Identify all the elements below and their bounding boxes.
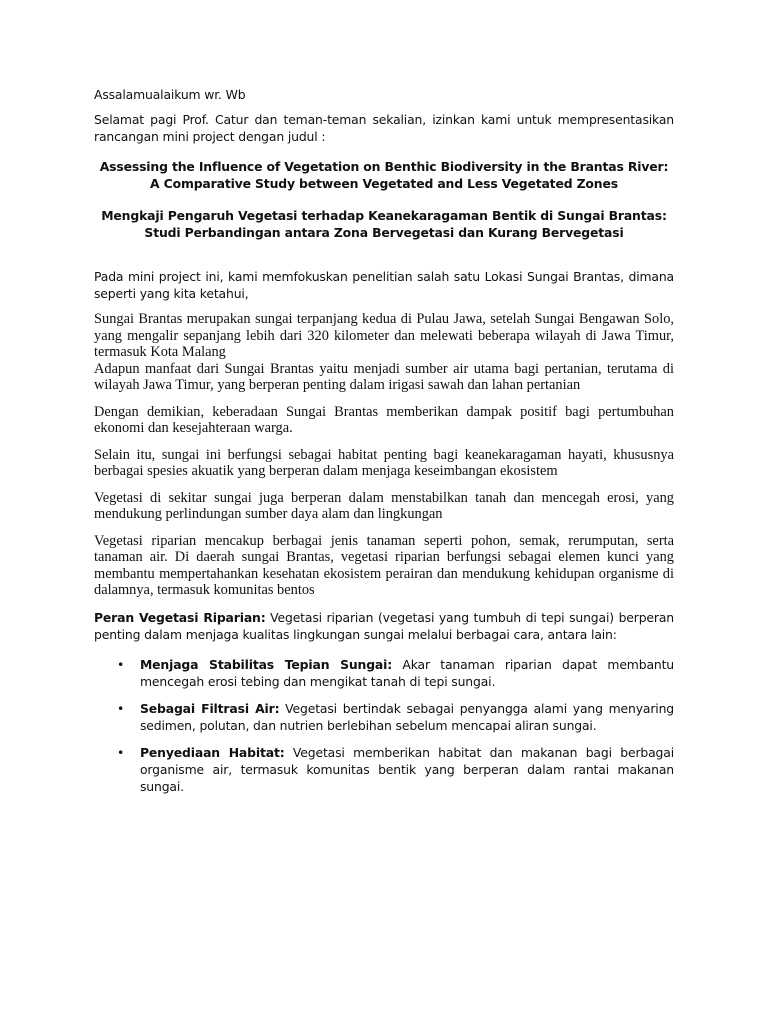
riparian-role-text: Vegetasi riparian (vegetasi yang tumbuh di tepi sungai) berperan penting dalam menjaga kualitas lingkungan sungai melalui berbagai cara, antara lain: — [94, 609, 674, 642]
list-item-title: Penyediaan Habitat: — [140, 744, 285, 760]
list-item — [94, 700, 674, 734]
greeting: Assalamualaikum wr. Wb — [94, 87, 246, 102]
list-item — [94, 656, 674, 690]
list-item-text: Vegetasi bertindak sebagai penyangga alami yang menyaring sedimen, polutan, dan nutrien berlebihan sebelum mencapai aliran sungai. — [140, 700, 674, 733]
habitat-paragraph: Selain itu, sungai ini berfungsi sebagai habitat penting bagi keanekaragaman hayati, khususnya berbagai spesies akuatik yang berperan dalam menjaga keseimbangan ekosistem — [94, 446, 674, 479]
brantas-benefit-paragraph: Adapun manfaat dari Sungai Brantas yaitu menjadi sumber air utama bagi pertanian, terutama di wilayah Jawa Timur, yang berperan penting dalam irigasi sawah dan lahan pertanian — [94, 360, 674, 393]
list-item — [94, 744, 674, 795]
riparian-paragraph: Vegetasi riparian mencakup berbagai jenis tanaman seperti pohon, semak, rerumputan, serta tanaman air. Di daerah sungai Brantas, vegetasi riparian berfungsi sebagai elemen kunci yang membantu mempertahankan kesehatan ekosistem perairan dan mendukung kehidupan organisme di dalamnya, termasuk komunitas bentos — [94, 532, 674, 598]
title-indonesian — [94, 207, 674, 241]
vegetation-paragraph: Vegetasi di sekitar sungai juga berperan dalam menstabilkan tanah dan mencegah erosi, yang mendukung perlindungan sumber daya alam dan lingkungan — [94, 489, 674, 522]
impact-paragraph: Dengan demikian, keberadaan Sungai Brantas memberikan dampak positif bagi pertumbuhan ekonomi dan kesejahteraan warga. — [94, 403, 674, 436]
riparian-role-heading: Peran Vegetasi Riparian: — [94, 609, 266, 625]
intro-paragraph: Selamat pagi Prof. Catur dan teman-teman sekalian, izinkan kami untuk mempresentasikan rancangan mini project dengan judul : — [94, 112, 674, 144]
list-item-title: Sebagai Filtrasi Air: — [140, 700, 280, 716]
title-indonesian-line-2: Studi Perbandingan antara Zona Bervegetasi dan Kurang Bervegetasi — [144, 225, 624, 240]
bullet-icon: • — [117, 744, 125, 760]
title-english — [94, 158, 674, 192]
title-indonesian-line-1: Mengkaji Pengaruh Vegetasi terhadap Keanekaragaman Bentik di Sungai Brantas: — [101, 208, 667, 223]
list-item-text: Vegetasi memberikan habitat dan makanan bagi berbagai organisme air, termasuk komunitas bentik yang berperan dalam rantai makanan sungai. — [140, 744, 674, 794]
bullet-icon: • — [117, 700, 125, 716]
focus-paragraph: Pada mini project ini, kami memfokuskan penelitian salah satu Lokasi Sungai Brantas, dimana seperti yang kita ketahui, — [94, 269, 674, 301]
title-english-line-2: A Comparative Study between Vegetated and Less Vegetated Zones — [150, 176, 618, 191]
title-english-line-1: Assessing the Influence of Vegetation on Benthic Biodiversity in the Brantas River: — [99, 159, 669, 174]
list-item-text: Akar tanaman riparian dapat membantu mencegah erosi tebing dan mengikat tanah di tepi sungai. — [140, 656, 674, 689]
brantas-description-paragraph: Sungai Brantas merupakan sungai terpanjang kedua di Pulau Jawa, setelah Sungai Bengawan Solo, yang mengalir sepanjang lebih dari 320 kilometer dan melewati beberapa wilayah di Jawa Timur, termasuk Kota Malang — [94, 311, 674, 360]
riparian-role-list — [94, 656, 674, 795]
bullet-icon: • — [117, 656, 125, 672]
list-item-title: Menjaga Stabilitas Tepian Sungai: — [140, 656, 393, 672]
riparian-role-paragraph — [94, 609, 674, 643]
